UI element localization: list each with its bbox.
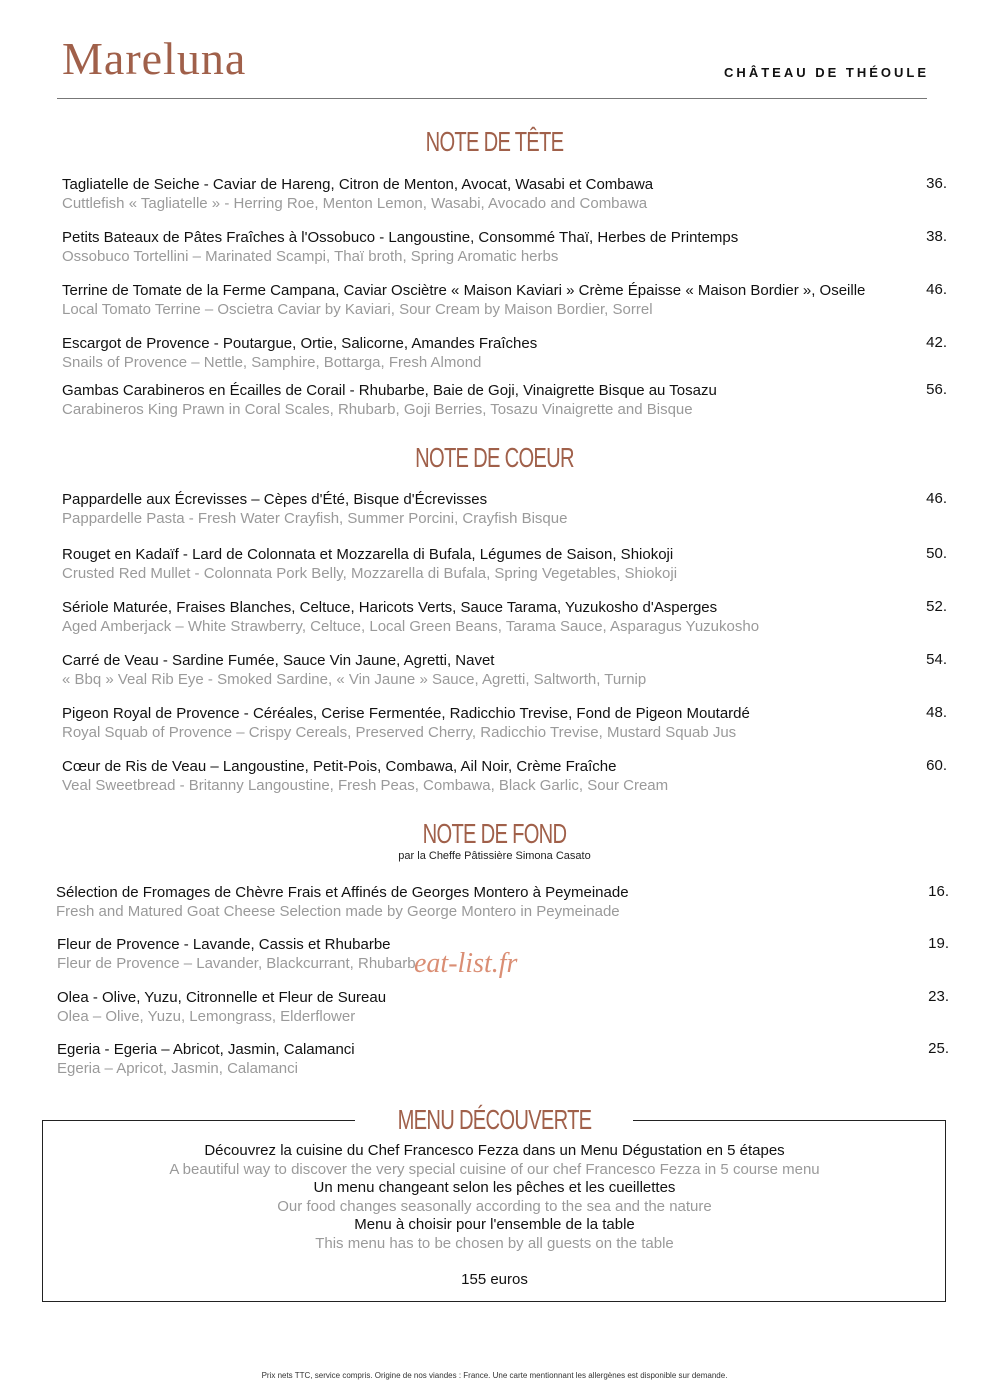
dish-item bbox=[57, 988, 917, 1026]
dish-name-en: Ossobuco Tortellini – Marinated Scampi, Thaï broth, Spring Aromatic herbs bbox=[62, 248, 559, 265]
dish-price: 23. bbox=[928, 988, 949, 1005]
watermark: eat-list.fr bbox=[414, 948, 518, 979]
dish-name-fr: Terrine de Tomate de la Ferme Campana, Caviar Osciètre « Maison Kaviari » Crème Épaisse « Maison Bordier », Oseille bbox=[62, 282, 866, 299]
dish-item bbox=[62, 545, 922, 583]
dish-item bbox=[62, 281, 922, 319]
dish-name-en: Snails of Provence – Nettle, Samphire, Bottarga, Fresh Almond bbox=[62, 354, 482, 371]
dish-name-fr: Cœur de Ris de Veau – Langoustine, Petit-Pois, Combawa, Ail Noir, Crème Fraîche bbox=[62, 758, 617, 775]
dish-name-en: Pappardelle Pasta - Fresh Water Crayfish, Summer Porcini, Crayfish Bisque bbox=[62, 510, 568, 527]
dish-name-en: Egeria – Apricot, Jasmin, Calamanci bbox=[57, 1060, 298, 1077]
tasting-line-en: A beautiful way to discover the very special cuisine of our chef Francesco Fezza in 5 course menu bbox=[169, 1161, 820, 1178]
dish-name-fr: Carré de Veau - Sardine Fumée, Sauce Vin Jaune, Agretti, Navet bbox=[62, 652, 495, 669]
dish-price: 54. bbox=[926, 651, 947, 668]
dish-price: 50. bbox=[926, 545, 947, 562]
tasting-line-en: This menu has to be chosen by all guests on the table bbox=[315, 1235, 674, 1252]
venue-name: CHÂTEAU DE THÉOULE bbox=[724, 65, 929, 80]
dish-name-en: Aged Amberjack – White Strawberry, Celtuce, Local Green Beans, Tarama Sauce, Asparagus Yuzukosho bbox=[62, 618, 760, 635]
dish-name-en: Royal Squab of Provence – Crispy Cereals, Preserved Cherry, Radicchio Trevise, Mustard Squab Jus bbox=[62, 724, 737, 741]
section-title-coeur: NOTE DE COEUR bbox=[415, 442, 574, 473]
dish-name-fr: Pappardelle aux Écrevisses – Cèpes d'Été, Bisque d'Écrevisses bbox=[62, 491, 488, 508]
dish-item bbox=[62, 228, 922, 266]
dish-name-en: Crusted Red Mullet - Colonnata Pork Belly, Mozzarella di Bufala, Spring Vegetables, Shiokoji bbox=[62, 565, 678, 582]
dish-item bbox=[62, 175, 922, 213]
section-title-decouverte: MENU DÉCOUVERTE bbox=[397, 1104, 592, 1135]
dish-price: 48. bbox=[926, 704, 947, 721]
section-title-tete: NOTE DE TÊTE bbox=[425, 126, 564, 157]
tasting-line-fr: Menu à choisir pour l'ensemble de la table bbox=[354, 1216, 635, 1233]
dish-price: 19. bbox=[928, 935, 949, 952]
dish-name-fr: Fleur de Provence - Lavande, Cassis et Rhubarbe bbox=[57, 936, 391, 953]
dish-item bbox=[62, 704, 922, 742]
dish-name-en: Veal Sweetbread - Britanny Langoustine, Fresh Peas, Combawa, Black Garlic, Sour Cream bbox=[62, 777, 669, 794]
dish-name-fr: Gambas Carabineros en Écailles de Corail - Rhubarbe, Baie de Goji, Vinaigrette Bisque au Tosazu bbox=[62, 382, 717, 399]
section-title-fond: NOTE DE FOND bbox=[422, 818, 567, 849]
dish-name-en: Cuttlefish « Tagliatelle » - Herring Roe, Menton Lemon, Wasabi, Avocado and Combawa bbox=[62, 195, 648, 212]
dish-name-fr: Olea - Olive, Yuzu, Citronnelle et Fleur de Sureau bbox=[57, 989, 387, 1006]
dish-price: 25. bbox=[928, 1040, 949, 1057]
dish-name-fr: Sélection de Fromages de Chèvre Frais et Affinés de Georges Montero à Peymeinade bbox=[56, 884, 629, 901]
dish-name-en: Olea – Olive, Yuzu, Lemongrass, Elderflower bbox=[57, 1008, 356, 1025]
dish-price: 38. bbox=[926, 228, 947, 245]
tasting-line-fr: Un menu changeant selon les pêches et les cueillettes bbox=[313, 1179, 676, 1196]
dish-price: 46. bbox=[926, 490, 947, 507]
tasting-menu-price: 155 euros bbox=[461, 1271, 528, 1288]
dish-name-fr: Rouget en Kadaïf - Lard de Colonnata et Mozzarella di Bufala, Légumes de Saison, Shiokoji bbox=[62, 546, 674, 563]
dish-name-fr: Pigeon Royal de Provence - Céréales, Cerise Fermentée, Radicchio Trevise, Fond de Pigeon Moutardé bbox=[62, 705, 750, 722]
dish-name-fr: Tagliatelle de Seiche - Caviar de Hareng, Citron de Menton, Avocat, Wasabi et Combawa bbox=[62, 176, 654, 193]
dish-name-en: Fresh and Matured Goat Cheese Selection made by George Montero in Peymeinade bbox=[56, 903, 620, 920]
dish-item bbox=[62, 334, 922, 372]
header-divider bbox=[57, 98, 927, 99]
dish-name-en: Carabineros King Prawn in Coral Scales, Rhubarb, Goji Berries, Tosazu Vinaigrette and Bisque bbox=[62, 401, 693, 418]
dish-item bbox=[56, 883, 916, 921]
tasting-line-fr: Découvrez la cuisine du Chef Francesco Fezza dans un Menu Dégustation en 5 étapes bbox=[204, 1142, 785, 1159]
dish-price: 56. bbox=[926, 381, 947, 398]
dish-item bbox=[57, 1040, 917, 1078]
dish-name-en: « Bbq » Veal Rib Eye - Smoked Sardine, « Vin Jaune » Sauce, Agretti, Saltworth, Turnip bbox=[62, 671, 647, 688]
dish-item bbox=[62, 651, 922, 689]
dish-item bbox=[62, 381, 922, 419]
brand-logo: Mareluna bbox=[62, 33, 247, 84]
dish-price: 52. bbox=[926, 598, 947, 615]
dish-price: 42. bbox=[926, 334, 947, 351]
tasting-line-en: Our food changes seasonally according to the sea and the nature bbox=[277, 1198, 712, 1215]
dish-item bbox=[62, 598, 922, 636]
dish-item bbox=[62, 490, 922, 528]
dish-name-en: Local Tomato Terrine – Oscietra Caviar by Kaviari, Sour Cream by Maison Bordier, Sorrel bbox=[62, 301, 653, 318]
dish-name-fr: Petits Bateaux de Pâtes Fraîches à l'Ossobuco - Langoustine, Consommé Thaï, Herbes de Printemps bbox=[62, 229, 739, 246]
dish-name-fr: Escargot de Provence - Poutargue, Ortie, Salicorne, Amandes Fraîches bbox=[62, 335, 538, 352]
dish-price: 16. bbox=[928, 883, 949, 900]
dish-price: 36. bbox=[926, 175, 947, 192]
legal-footer: Prix nets TTC, service compris. Origine de nos viandes : France. Une carte mentionnant les allergènes est disponible sur demande. bbox=[261, 1371, 728, 1380]
dish-name-fr: Sériole Maturée, Fraises Blanches, Celtuce, Haricots Verts, Sauce Tarama, Yuzukosho d'Asperges bbox=[62, 599, 718, 616]
dish-name-en: Fleur de Provence – Lavander, Blackcurrant, Rhubarb bbox=[57, 955, 416, 972]
dish-item bbox=[62, 757, 922, 795]
dish-name-fr: Egeria - Egeria – Abricot, Jasmin, Calamanci bbox=[57, 1041, 355, 1058]
dish-price: 46. bbox=[926, 281, 947, 298]
dish-price: 60. bbox=[926, 757, 947, 774]
section-subtitle: par la Cheffe Pâtissière Simona Casato bbox=[398, 850, 591, 862]
